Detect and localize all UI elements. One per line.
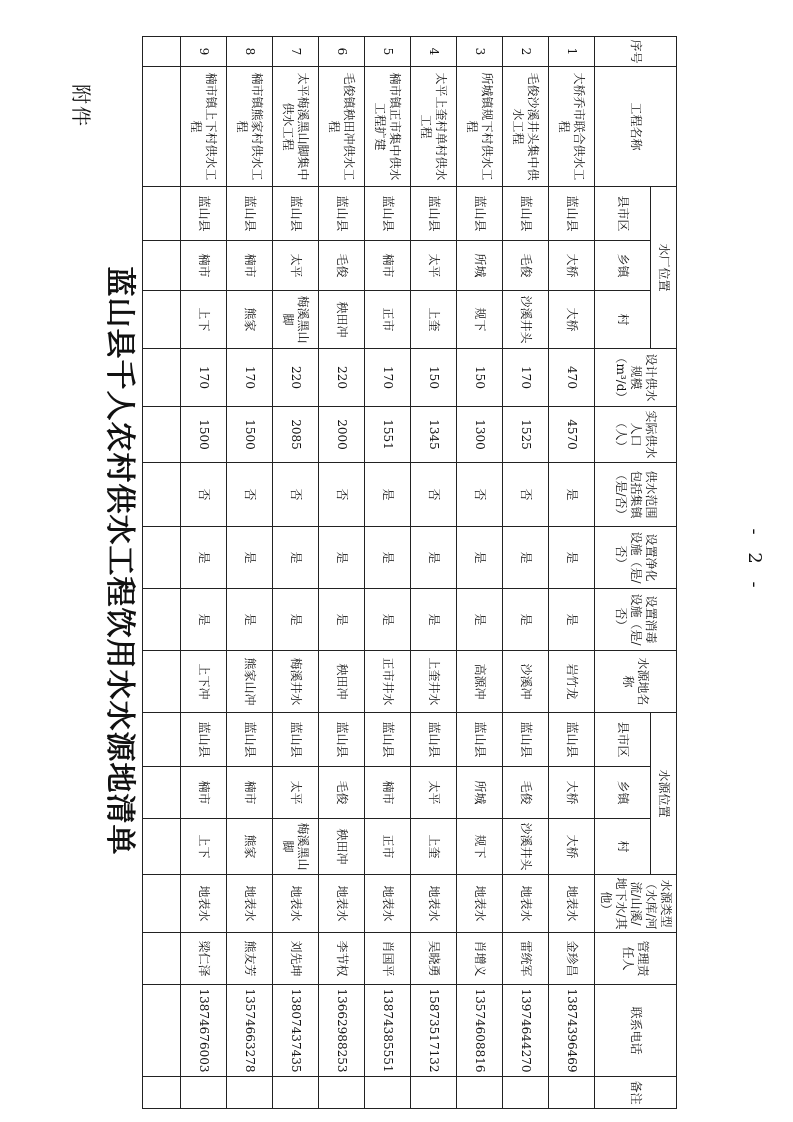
cell-source-type: 地表水 (549, 875, 595, 933)
empty-cell (143, 187, 181, 241)
cell-source-type: 地表水 (319, 875, 365, 933)
cell-source-type: 地表水 (411, 875, 457, 933)
empty-cell (143, 651, 181, 713)
cell-remarks (549, 1077, 595, 1109)
cell-disinfection: 是 (365, 589, 411, 651)
cell-source-village: 熊家 (227, 819, 273, 875)
page-number: - 2 - (744, 528, 765, 594)
header-project-name: 工程名称 (595, 67, 677, 187)
header-design-capacity: 设计供水规模（m³/d） (595, 349, 677, 407)
cell-purification: 是 (227, 527, 273, 589)
cell-plant-town: 楠市 (365, 241, 411, 291)
cell-source-name: 正市井水 (365, 651, 411, 713)
cell-disinfection: 是 (319, 589, 365, 651)
cell-index: 1 (549, 37, 595, 67)
cell-includes-town: 否 (503, 463, 549, 527)
cell-source-county: 蓝山县 (503, 713, 549, 767)
cell-includes-town: 否 (319, 463, 365, 527)
cell-source-county: 蓝山县 (549, 713, 595, 767)
header-plant-village: 村 (595, 291, 651, 349)
cell-source-town: 毛俊 (503, 767, 549, 819)
cell-includes-town: 是 (549, 463, 595, 527)
cell-phone: 13874676003 (181, 985, 227, 1077)
cell-served-population: 1500 (181, 407, 227, 463)
cell-manager: 肖国平 (365, 933, 411, 985)
cell-purification: 是 (503, 527, 549, 589)
cell-served-population: 1345 (411, 407, 457, 463)
empty-cell (143, 407, 181, 463)
water-source-table (142, 36, 677, 1109)
cell-manager: 熊友芳 (227, 933, 273, 985)
cell-source-type: 地表水 (365, 875, 411, 933)
cell-source-town: 毛俊 (319, 767, 365, 819)
cell-project-name: 楠市镇熊家村供水工程 (227, 67, 273, 187)
cell-design-capacity: 170 (365, 349, 411, 407)
cell-served-population: 4570 (549, 407, 595, 463)
table-row (227, 37, 273, 1109)
header-source-type: 水源类型（水库/河流/山溪/地下水/其他） (595, 875, 677, 933)
header-source-location: 水源位置 (651, 713, 677, 875)
cell-project-name: 大桥乔市联合供水工程 (549, 67, 595, 187)
empty-cell (143, 713, 181, 767)
cell-manager: 金珍昌 (549, 933, 595, 985)
header-plant-town: 乡镇 (595, 241, 651, 291)
cell-project-name: 太平上奎村单村供水工程 (411, 67, 457, 187)
cell-source-village: 秧田冲 (319, 819, 365, 875)
cell-plant-county: 蓝山县 (273, 187, 319, 241)
cell-source-name: 上奎井水 (411, 651, 457, 713)
cell-index: 2 (503, 37, 549, 67)
cell-design-capacity: 220 (273, 349, 319, 407)
cell-served-population: 2085 (273, 407, 319, 463)
cell-source-type: 地表水 (503, 875, 549, 933)
cell-source-town: 楠市 (181, 767, 227, 819)
cell-disinfection: 是 (273, 589, 319, 651)
cell-design-capacity: 150 (411, 349, 457, 407)
cell-plant-town: 所城 (457, 241, 503, 291)
empty-cell (143, 819, 181, 875)
cell-source-type: 地表水 (273, 875, 319, 933)
cell-source-type: 地表水 (181, 875, 227, 933)
cell-plant-county: 蓝山县 (411, 187, 457, 241)
cell-plant-county: 蓝山县 (227, 187, 273, 241)
table-row (273, 37, 319, 1109)
cell-includes-town: 否 (411, 463, 457, 527)
cell-source-county: 蓝山县 (227, 713, 273, 767)
header-served-population: 实际供水人口（人） (595, 407, 677, 463)
cell-served-population: 1300 (457, 407, 503, 463)
cell-source-type: 地表水 (457, 875, 503, 933)
cell-remarks (319, 1077, 365, 1109)
cell-remarks (365, 1077, 411, 1109)
cell-purification: 是 (273, 527, 319, 589)
cell-index: 6 (319, 37, 365, 67)
cell-design-capacity: 170 (227, 349, 273, 407)
cell-served-population: 2000 (319, 407, 365, 463)
cell-source-town: 大桥 (549, 767, 595, 819)
cell-plant-county: 蓝山县 (181, 187, 227, 241)
cell-phone: 13662988253 (319, 985, 365, 1077)
empty-cell (143, 875, 181, 933)
cell-project-name: 太平梅溪黑山脚集中供水工程 (273, 67, 319, 187)
cell-plant-town: 太平 (411, 241, 457, 291)
header-source-village: 村 (595, 819, 651, 875)
table-row-empty (143, 37, 181, 1109)
cell-source-village: 大桥 (549, 819, 595, 875)
empty-cell (143, 67, 181, 187)
empty-cell (143, 349, 181, 407)
cell-design-capacity: 470 (549, 349, 595, 407)
cell-source-name: 岩竹龙 (549, 651, 595, 713)
header-source-county: 县市区 (595, 713, 651, 767)
cell-disinfection: 是 (181, 589, 227, 651)
cell-plant-town: 大桥 (549, 241, 595, 291)
cell-disinfection: 是 (549, 589, 595, 651)
cell-includes-town: 否 (273, 463, 319, 527)
cell-phone: 13974644270 (503, 985, 549, 1077)
cell-source-name: 沙溪冲 (503, 651, 549, 713)
empty-cell (143, 241, 181, 291)
cell-design-capacity: 170 (181, 349, 227, 407)
cell-source-village: 梅溪黑山脚 (273, 819, 319, 875)
cell-project-name: 楠市镇上下村供水工程 (181, 67, 227, 187)
cell-source-name: 秧田冲 (319, 651, 365, 713)
cell-source-village: 沙溪井头 (503, 819, 549, 875)
cell-purification: 是 (457, 527, 503, 589)
table-body (143, 37, 595, 1109)
header-disinfection: 设置消毒设施（是/否） (595, 589, 677, 651)
cell-includes-town: 否 (457, 463, 503, 527)
cell-index: 3 (457, 37, 503, 67)
cell-source-county: 蓝山县 (273, 713, 319, 767)
cell-served-population: 1525 (503, 407, 549, 463)
cell-served-population: 1551 (365, 407, 411, 463)
cell-design-capacity: 220 (319, 349, 365, 407)
cell-source-type: 地表水 (227, 875, 273, 933)
header-includes-town: 供水范围包括集镇（是/否） (595, 463, 677, 527)
cell-plant-village: 正市 (365, 291, 411, 349)
table-row (319, 37, 365, 1109)
cell-purification: 是 (181, 527, 227, 589)
cell-source-village: 上下 (181, 819, 227, 875)
table-row (503, 37, 549, 1109)
cell-plant-town: 毛俊 (319, 241, 365, 291)
cell-project-name: 毛俊沙溪井头集中供水工程 (503, 67, 549, 187)
cell-project-name: 所城镇规下村供水工程 (457, 67, 503, 187)
header-source-town: 乡镇 (595, 767, 651, 819)
cell-source-name: 熊家山冲 (227, 651, 273, 713)
empty-cell (143, 291, 181, 349)
cell-source-town: 太平 (273, 767, 319, 819)
empty-cell (143, 985, 181, 1077)
cell-remarks (411, 1077, 457, 1109)
cell-source-county: 蓝山县 (411, 713, 457, 767)
cell-source-village: 上奎 (411, 819, 457, 875)
cell-remarks (503, 1077, 549, 1109)
cell-manager: 梁仁泽 (181, 933, 227, 985)
empty-cell (143, 527, 181, 589)
table-row (549, 37, 595, 1109)
cell-plant-county: 蓝山县 (549, 187, 595, 241)
cell-project-name: 楠市镇正市集中供水工程扩建 (365, 67, 411, 187)
empty-cell (143, 1077, 181, 1109)
cell-phone: 13574663278 (227, 985, 273, 1077)
cell-plant-village: 上下 (181, 291, 227, 349)
cell-plant-village: 上奎 (411, 291, 457, 349)
cell-source-county: 蓝山县 (181, 713, 227, 767)
cell-includes-town: 否 (181, 463, 227, 527)
cell-phone: 13874396469 (549, 985, 595, 1077)
empty-cell (143, 463, 181, 527)
cell-purification: 是 (319, 527, 365, 589)
table-row (411, 37, 457, 1109)
cell-project-name: 毛俊镇秧田冲供水工程 (319, 67, 365, 187)
cell-source-county: 蓝山县 (457, 713, 503, 767)
cell-plant-village: 熊家 (227, 291, 273, 349)
cell-index: 5 (365, 37, 411, 67)
cell-plant-village: 沙溪井头 (503, 291, 549, 349)
cell-manager: 肖增义 (457, 933, 503, 985)
cell-purification: 是 (365, 527, 411, 589)
header-manager: 管理责任人 (595, 933, 677, 985)
empty-cell (143, 37, 181, 67)
cell-manager: 雷统军 (503, 933, 549, 985)
cell-plant-village: 规下 (457, 291, 503, 349)
cell-phone: 15873517132 (411, 985, 457, 1077)
empty-cell (143, 589, 181, 651)
header-source-name: 水源地名称 (595, 651, 677, 713)
cell-source-name: 梅溪井水 (273, 651, 319, 713)
cell-source-town: 楠市 (227, 767, 273, 819)
cell-plant-village: 梅溪黑山脚 (273, 291, 319, 349)
cell-phone: 13807437435 (273, 985, 319, 1077)
empty-cell (143, 933, 181, 985)
cell-includes-town: 否 (227, 463, 273, 527)
cell-plant-village: 秧田冲 (319, 291, 365, 349)
table-row (457, 37, 503, 1109)
cell-design-capacity: 150 (457, 349, 503, 407)
cell-disinfection: 是 (503, 589, 549, 651)
table-row (181, 37, 227, 1109)
cell-source-name: 上下冲 (181, 651, 227, 713)
cell-source-name: 高源冲 (457, 651, 503, 713)
cell-manager: 李节权 (319, 933, 365, 985)
header-remarks: 备注 (595, 1077, 677, 1109)
cell-remarks (227, 1077, 273, 1109)
cell-source-town: 所城 (457, 767, 503, 819)
cell-purification: 是 (411, 527, 457, 589)
cell-source-town: 太平 (411, 767, 457, 819)
cell-phone: 13874385551 (365, 985, 411, 1077)
cell-index: 9 (181, 37, 227, 67)
cell-source-village: 正市 (365, 819, 411, 875)
empty-cell (143, 767, 181, 819)
cell-plant-town: 楠市 (181, 241, 227, 291)
cell-plant-town: 毛俊 (503, 241, 549, 291)
cell-source-county: 蓝山县 (319, 713, 365, 767)
cell-plant-county: 蓝山县 (365, 187, 411, 241)
cell-plant-town: 太平 (273, 241, 319, 291)
cell-source-town: 楠市 (365, 767, 411, 819)
document-title: 蓝山县千人农村供水工程饮用水水源地清单 (102, 266, 137, 856)
header-plant-location: 水厂位置 (651, 187, 677, 349)
header-purification: 设置净化设施（是/否） (595, 527, 677, 589)
cell-manager: 刘先坤 (273, 933, 319, 985)
cell-disinfection: 是 (457, 589, 503, 651)
cell-plant-county: 蓝山县 (457, 187, 503, 241)
cell-index: 7 (273, 37, 319, 67)
cell-plant-town: 楠市 (227, 241, 273, 291)
cell-disinfection: 是 (411, 589, 457, 651)
cell-design-capacity: 170 (503, 349, 549, 407)
cell-plant-county: 蓝山县 (503, 187, 549, 241)
attachment-label: 附件 (69, 84, 93, 128)
cell-remarks (457, 1077, 503, 1109)
cell-remarks (181, 1077, 227, 1109)
header-phone: 联系电话 (595, 985, 677, 1077)
header-plant-county: 县市区 (595, 187, 651, 241)
cell-plant-county: 蓝山县 (319, 187, 365, 241)
cell-source-county: 蓝山县 (365, 713, 411, 767)
cell-manager: 吴晓勇 (411, 933, 457, 985)
cell-source-village: 规下 (457, 819, 503, 875)
cell-disinfection: 是 (227, 589, 273, 651)
cell-index: 8 (227, 37, 273, 67)
cell-remarks (273, 1077, 319, 1109)
cell-plant-village: 大桥 (549, 291, 595, 349)
table-row (365, 37, 411, 1109)
cell-includes-town: 是 (365, 463, 411, 527)
cell-purification: 是 (549, 527, 595, 589)
header-index: 序号 (595, 37, 677, 67)
cell-phone: 13574608816 (457, 985, 503, 1077)
cell-index: 4 (411, 37, 457, 67)
cell-served-population: 1500 (227, 407, 273, 463)
